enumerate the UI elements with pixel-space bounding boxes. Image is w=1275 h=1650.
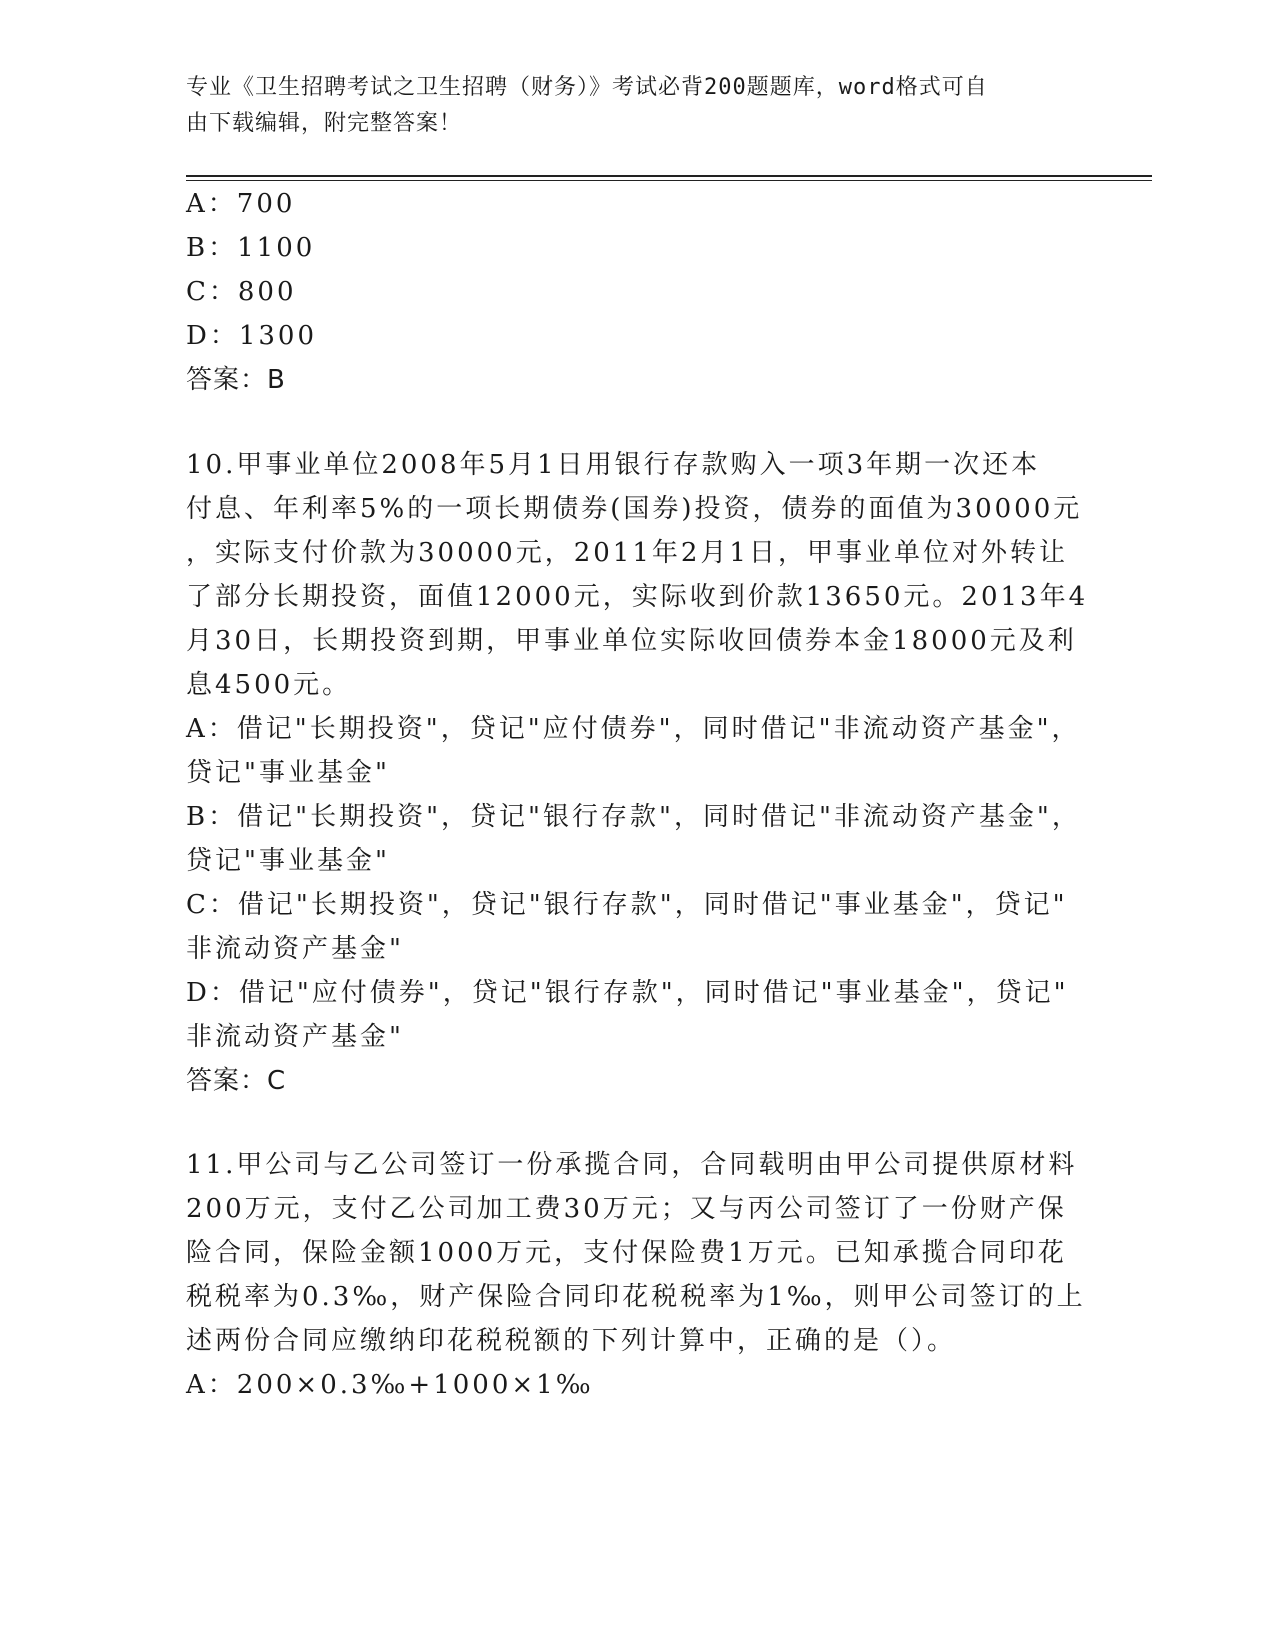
header-title-line-2: 由下载编辑，附完整答案！	[186, 111, 463, 136]
q10-option-d-line-1: D：借记"应付债券"，贷记"银行存款"，同时借记"事业基金"，贷记"	[186, 978, 1069, 1008]
q9-option-b: B：1100	[186, 233, 316, 263]
header-divider-thick	[186, 175, 1152, 177]
q10-option-c-line-2: 非流动资产基金"	[186, 934, 404, 964]
q10-stem-line-6: 息4500元。	[186, 670, 352, 700]
page-header	[186, 70, 1066, 142]
q11-stem-line-3: 险合同，保险金额1000万元，支付保险费1万元。已知承揽合同印花	[186, 1238, 1067, 1268]
q10-stem-line-5: 月30日，长期投资到期，甲事业单位实际收回债券本金18000元及利	[186, 626, 1077, 656]
q11-stem-line-1: 11.甲公司与乙公司签订一份承揽合同，合同载明由甲公司提供原材料	[186, 1150, 1078, 1180]
q10-option-b-line-1: B：借记"长期投资"，贷记"银行存款"，同时借记"非流动资产基金"，	[186, 802, 1081, 832]
q11-stem-line-4: 税税率为0.3‰，财产保险合同印花税税率为1‰，则甲公司签订的上	[186, 1282, 1086, 1312]
q11-stem-line-5: 述两份合同应缴纳印花税税额的下列计算中，正确的是（）。	[186, 1326, 957, 1356]
q10-stem-line-1: 10.甲事业单位2008年5月1日用银行存款购入一项3年期一次还本	[186, 450, 1041, 480]
q10-stem-line-3: ，实际支付价款为30000元，2011年2月1日，甲事业单位对外转让	[186, 538, 1068, 568]
q11-option-a: A：200×0.3‰+1000×1‰	[186, 1370, 594, 1400]
header-divider-thin	[186, 180, 1152, 181]
q9-option-d: D：1300	[186, 321, 318, 351]
q10-option-b-line-2: 贷记"事业基金"	[186, 846, 390, 876]
q11-stem-line-2: 200万元，支付乙公司加工费30万元；又与丙公司签订了一份财产保	[186, 1194, 1067, 1224]
q9-option-a: A：700	[186, 189, 296, 219]
header-title-line-1: 专业《卫生招聘考试之卫生招聘（财务）》考试必背200题题库，word格式可自	[186, 75, 988, 100]
q10-option-a-line-2: 贷记"事业基金"	[186, 758, 390, 788]
q10-option-a-line-1: A：借记"长期投资"，贷记"应付债券"，同时借记"非流动资产基金"，	[186, 714, 1081, 744]
q10-stem-line-4: 了部分长期投资，面值12000元，实际收到价款13650元。2013年4	[186, 582, 1089, 612]
q10-stem-line-2: 付息、年利率5%的一项长期债券(国券)投资，债券的面值为30000元	[186, 494, 1083, 524]
q10-option-d-line-2: 非流动资产基金"	[186, 1022, 404, 1052]
q9-answer: 答案：B	[186, 365, 286, 395]
q10-option-c-line-1: C：借记"长期投资"，贷记"银行存款"，同时借记"事业基金"，贷记"	[186, 890, 1068, 920]
q10-answer: 答案：C	[186, 1066, 287, 1096]
q9-option-c: C：800	[186, 277, 297, 307]
